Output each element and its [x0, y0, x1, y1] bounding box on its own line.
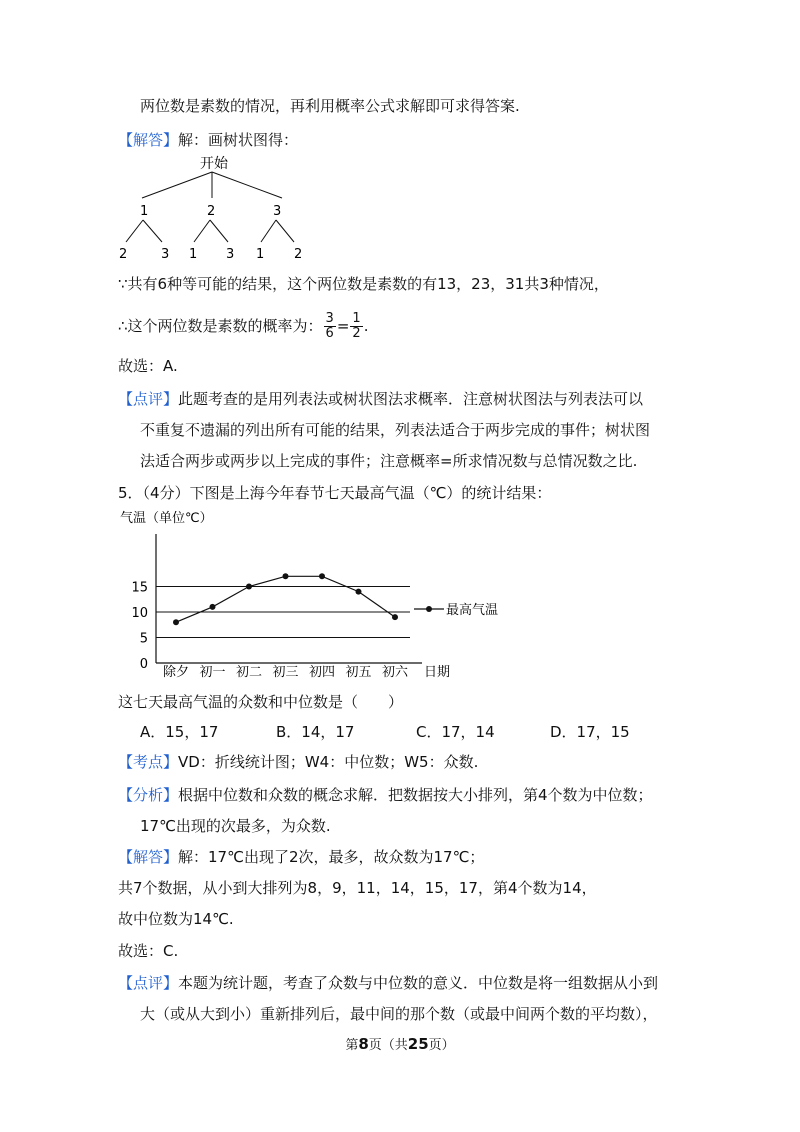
option-b: B．14，17 — [276, 723, 355, 741]
x-tick-label: 初三 — [272, 665, 299, 680]
section-text: 解：画树状图得： — [178, 131, 299, 149]
section-tag: 【解答】 — [118, 848, 179, 866]
question-stem: 这七天最高气温的众数和中位数是（ ） — [118, 693, 404, 711]
text-line: ∴这个两位数是素数的概率为： $\frac{3}{6}$ = $\frac{1}{2}$ . — [118, 311, 369, 341]
x-tick-label: 除夕 — [162, 665, 190, 680]
chart-xlabel: 日期 — [424, 665, 451, 680]
tree-leaf: 1 — [189, 247, 198, 262]
page-total: 25 — [407, 1035, 429, 1053]
section-text: 根据中位数和众数的概念求解．把数据按大小排列，第4个数为中位数； — [178, 786, 653, 804]
chart-ylabel: 气温（单位℃） — [120, 511, 213, 526]
text-line — [118, 389, 643, 409]
section-tag: 【分析】 — [118, 786, 179, 804]
x-tick-label: 初六 — [381, 665, 409, 680]
tree-leaf: 2 — [294, 247, 303, 262]
question-title: 5．（4分）下图是上海今年春节七天最高气温（℃）的统计结果： — [118, 484, 552, 502]
equals-sign: = — [336, 317, 350, 335]
section-tag: 【点评】 — [118, 390, 179, 408]
section-text: 解：17℃出现了2次，最多，故众数为17℃； — [178, 848, 485, 866]
text-line: 两位数是素数的情况，再利用概率公式求解即可求得答案. — [140, 97, 520, 115]
tree-leaf: 2 — [119, 247, 128, 262]
fraction-3-6: $\frac{3}{6}$ — [325, 311, 334, 341]
text-line: 故选：C. — [118, 942, 179, 960]
option-a: A．15，17 — [140, 723, 219, 741]
text-line — [118, 785, 653, 805]
section-tag: 【点评】 — [118, 974, 179, 992]
tree-node: 3 — [273, 204, 282, 219]
tree-leaf: 3 — [161, 247, 170, 262]
page-number: 8 — [358, 1035, 369, 1053]
data-point — [283, 573, 289, 579]
section-tag: 【解答】 — [118, 131, 179, 149]
legend-marker — [426, 606, 432, 612]
text-line — [118, 973, 658, 993]
y-tick-label: 15 — [131, 580, 148, 596]
x-tick-label: 初五 — [345, 665, 372, 680]
y-tick-label: 0 — [139, 657, 148, 672]
data-point — [210, 604, 216, 610]
x-tick-label: 初四 — [308, 665, 336, 680]
data-point — [246, 584, 252, 590]
text-line: 法适合两步或两步以上完成的事件；注意概率=所求情况数与总情况数之比. — [140, 452, 638, 470]
tree-leaf: 3 — [226, 247, 235, 262]
text-fragment: ∴这个两位数是素数的概率为： — [118, 317, 323, 335]
data-point — [319, 573, 325, 579]
y-tick-label: 5 — [139, 631, 148, 647]
x-tick-label: 初二 — [235, 665, 263, 680]
option-d: D．17，15 — [550, 723, 630, 741]
option-c: C．17，14 — [416, 723, 495, 741]
data-point — [173, 619, 179, 625]
section-text: VD：折线统计图；W4：中位数；W5：众数. — [178, 753, 479, 771]
text-line: 故选：A. — [118, 357, 178, 375]
text-line: 共7个数据，从小到大排列为8，9，11，14，15，17，第4个数为14， — [118, 879, 597, 897]
section-text: 本题为统计题，考查了众数与中位数的意义．中位数是将一组数据从小到 — [178, 974, 659, 992]
fraction-1-2: $\frac{1}{2}$ — [352, 311, 361, 341]
x-tick-label: 初一 — [199, 665, 226, 680]
data-point — [356, 589, 362, 595]
text-line — [118, 752, 478, 772]
legend-label: 最高气温 — [446, 603, 499, 618]
text-line: ∵共有6种等可能的结果，这个两位数是素数的有13，23，31共3种情况， — [118, 275, 609, 293]
text-line — [118, 130, 298, 150]
section-text: 此题考查的是用列表法或树状图法求概率．注意树状图法与列表法可以 — [178, 390, 644, 408]
page-footer: 第8页（共25页） — [345, 1035, 455, 1053]
y-tick-label: 10 — [131, 606, 148, 621]
text-line: 17℃出现的次最多，为众数. — [140, 817, 331, 835]
tree-root: 开始 — [200, 156, 228, 172]
tree-leaf: 1 — [256, 247, 265, 262]
text-line: 故中位数为14℃. — [118, 910, 234, 928]
tree-node: 1 — [140, 204, 149, 219]
series-line-max-temp — [176, 576, 395, 622]
text-line: 不重复不遗漏的列出所有可能的结果，列表法适合于两步完成的事件；树状图 — [140, 421, 651, 439]
text-line: 大（或从大到小）重新排列后，最中间的那个数（或最中间两个数的平均数）， — [140, 1005, 658, 1023]
tree-node: 2 — [207, 204, 216, 219]
section-tag: 【考点】 — [118, 753, 179, 771]
line-chart — [116, 508, 516, 684]
data-point — [392, 614, 398, 620]
text-line — [118, 847, 484, 867]
tree-diagram — [110, 152, 330, 264]
